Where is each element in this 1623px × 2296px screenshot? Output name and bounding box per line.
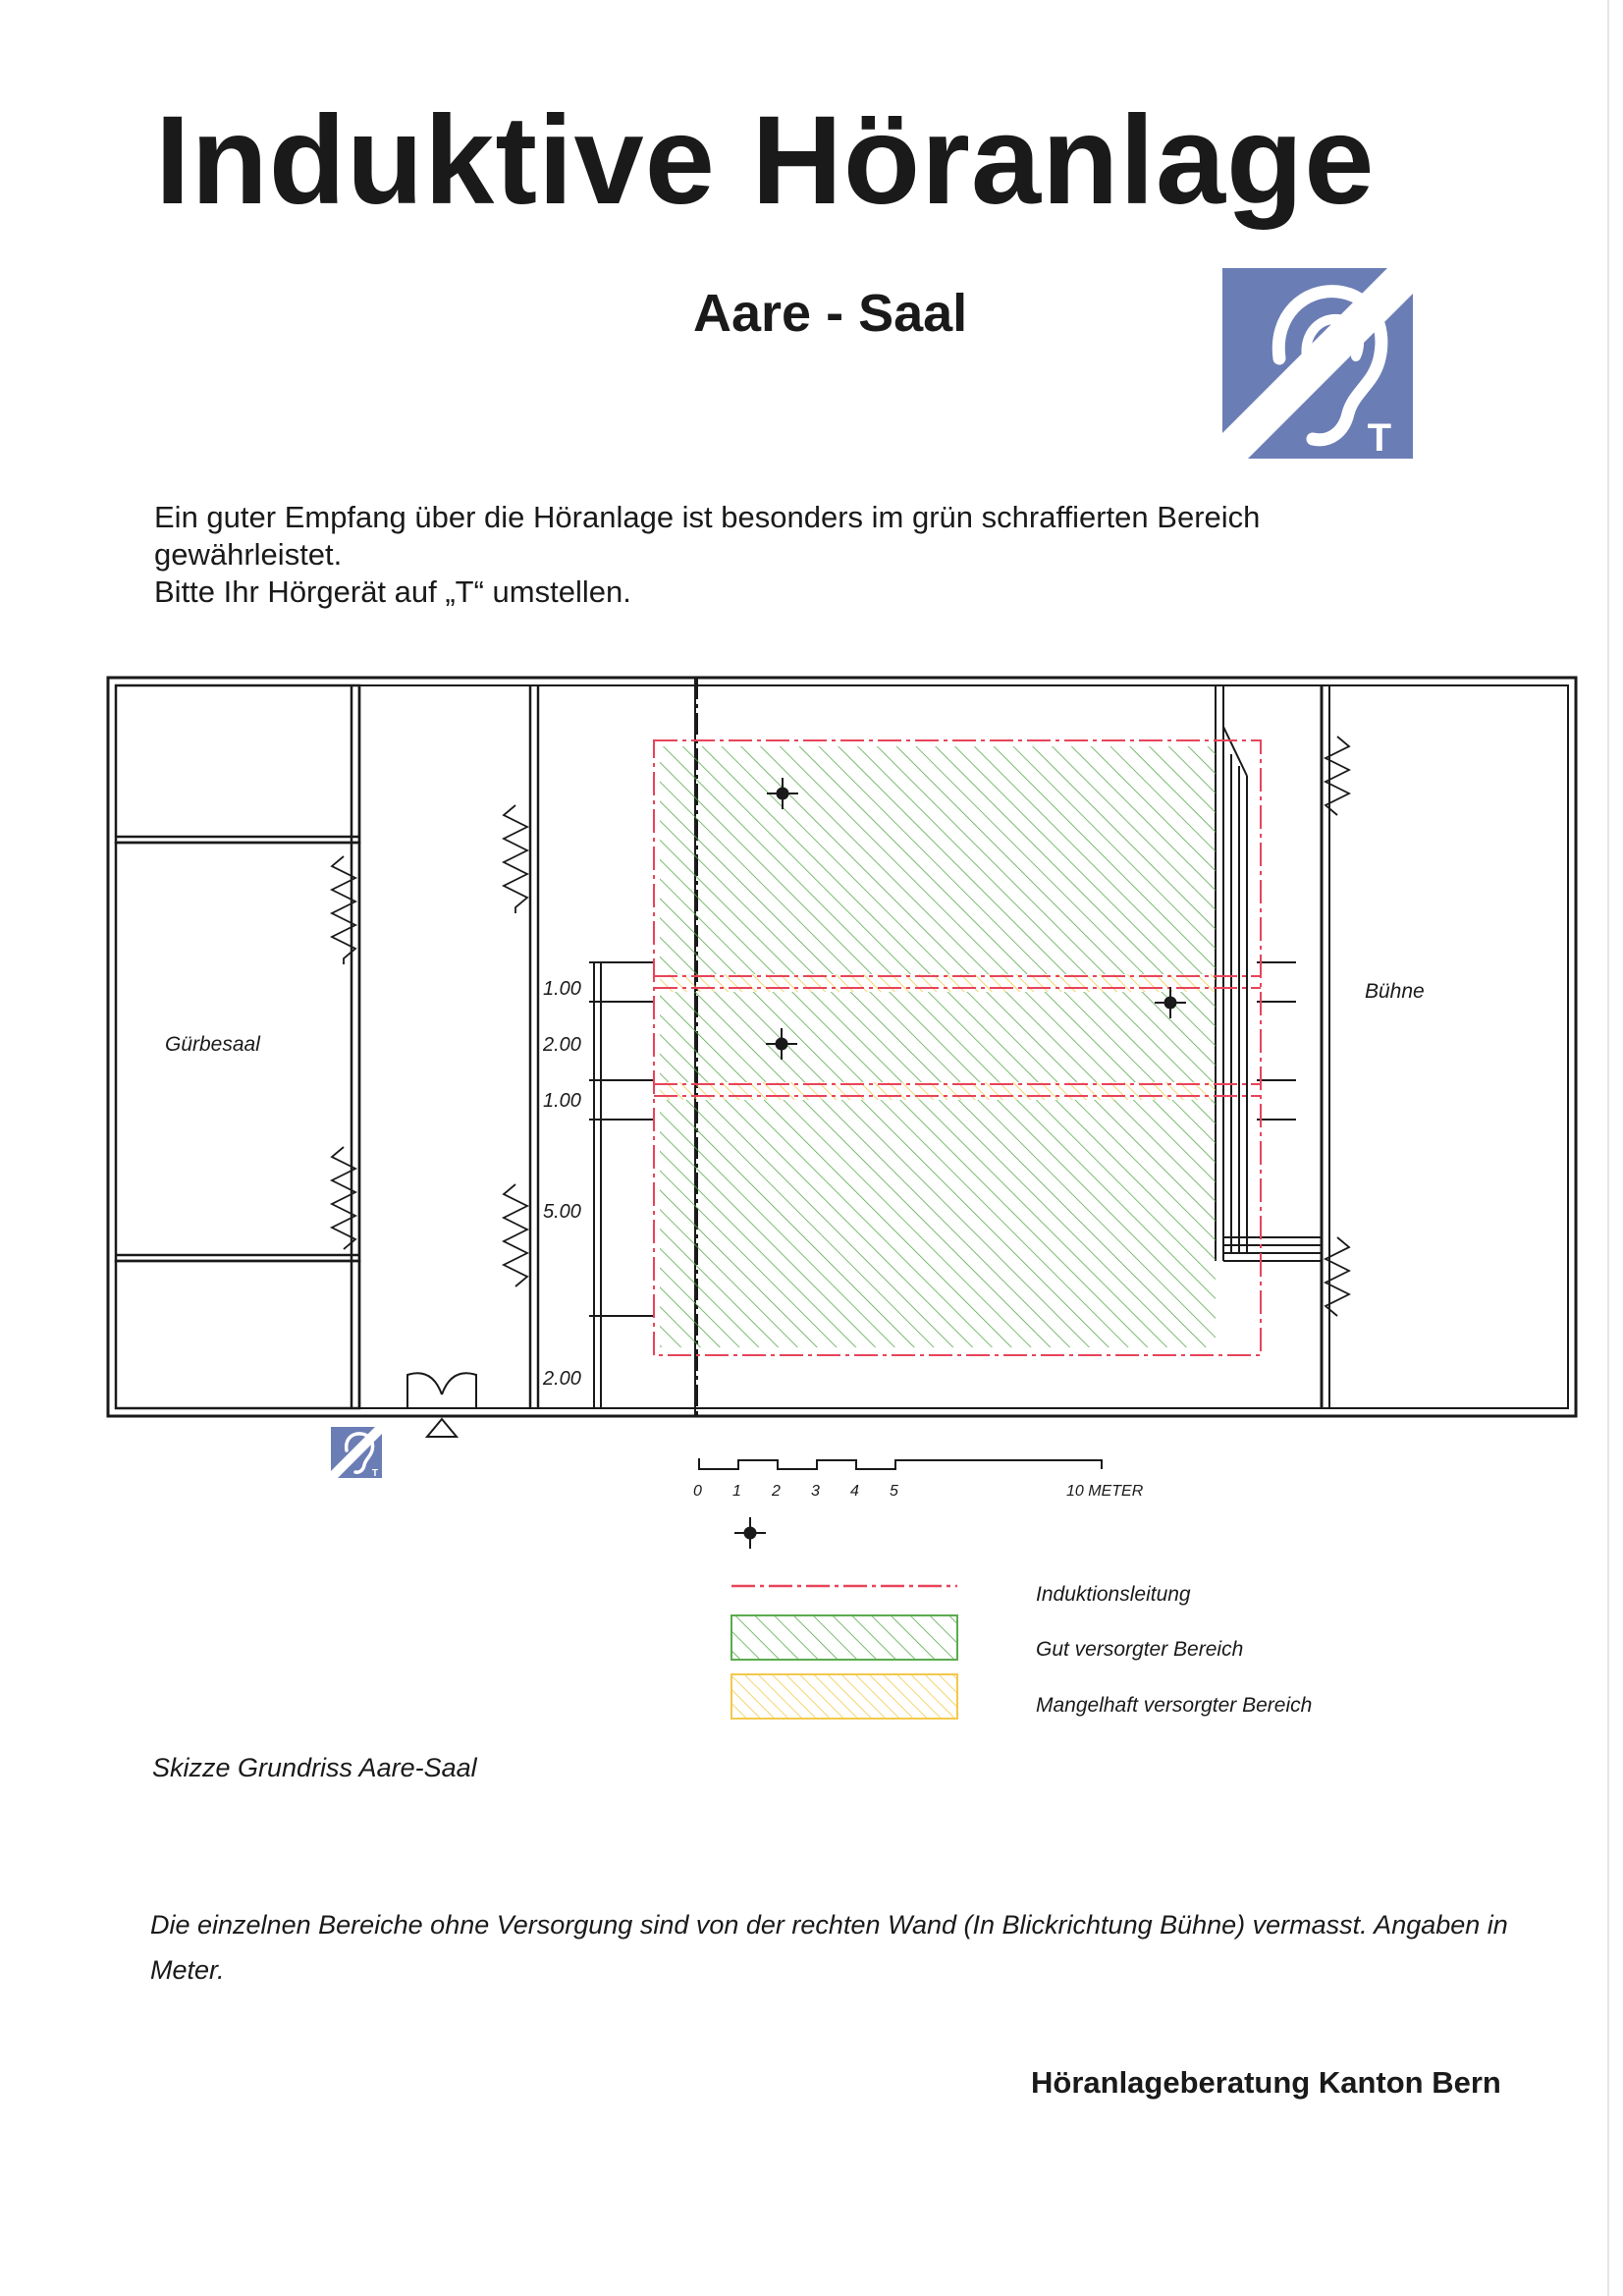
corridor <box>530 685 538 1408</box>
good-coverage-zone <box>660 1100 1216 1347</box>
room-label-gurbesaal: Gürbesaal <box>165 1033 260 1056</box>
good-coverage-zone <box>660 992 1216 1082</box>
floor-plan <box>98 668 1591 1748</box>
logo-letter: T <box>1367 416 1391 459</box>
scale-bar <box>699 1458 1102 1469</box>
dimension-label: 2.00 <box>543 1034 581 1056</box>
coverage-zones <box>660 746 1216 1347</box>
scale-tick: 5 <box>890 1483 898 1500</box>
scale-tick: 4 <box>850 1483 859 1500</box>
small-logo-letter: T <box>371 1468 378 1479</box>
page-edge <box>1607 0 1609 2296</box>
intro-line: gewährleistet. <box>154 537 343 572</box>
scale-tick: 3 <box>811 1483 820 1500</box>
dimension-label: 1.00 <box>543 978 581 1000</box>
intro-text <box>154 499 1431 611</box>
legend-good-label: Gut versorgter Bereich <box>1036 1638 1244 1661</box>
room-label-buhne: Bühne <box>1365 980 1425 1003</box>
plan-caption: Skizze Grundriss Aare-Saal <box>152 1753 477 1782</box>
legend-poor-label: Mangelhaft versorgter Bereich <box>1036 1694 1313 1717</box>
scale-tick: 1 <box>732 1483 741 1500</box>
dimension-markers <box>589 962 653 1408</box>
room-subtitle: Aare - Saal <box>693 284 968 343</box>
dimension-label: 5.00 <box>543 1201 581 1223</box>
scale-tick: 0 <box>693 1483 702 1500</box>
page-title: Induktive Höranlage <box>155 90 1376 231</box>
footer-organization: Höranlageberatung Kanton Bern <box>1031 2065 1501 2100</box>
dimension-label: 1.00 <box>543 1090 581 1112</box>
intro-line: Ein guter Empfang über die Höranlage ist besonders im grün schraffierten Bereich <box>154 500 1261 534</box>
door-symbol <box>407 1373 476 1437</box>
dimension-label: 2.00 <box>543 1368 581 1390</box>
legend-good-swatch <box>731 1615 957 1660</box>
scale-tick: 2 <box>772 1483 781 1500</box>
dimension-note: Die einzelnen Bereiche ohne Versorgung sind von der rechten Wand (In Blickrichtung Bühne) vermasst. Angaben in Meter. <box>150 1910 1508 1985</box>
legend-poor-swatch <box>731 1674 957 1719</box>
small-hearing-loop-icon <box>331 1427 382 1479</box>
good-coverage-zone <box>660 746 1216 974</box>
hearing-loop-t-icon <box>1222 268 1413 459</box>
scale-end-label: 10 METER <box>1066 1483 1144 1500</box>
legend-amplifier-marker <box>734 1517 766 1549</box>
legend-loop-label: Induktionsleitung <box>1036 1583 1191 1606</box>
intro-line: Bitte Ihr Hörgerät auf „T“ umstellen. <box>154 574 631 609</box>
